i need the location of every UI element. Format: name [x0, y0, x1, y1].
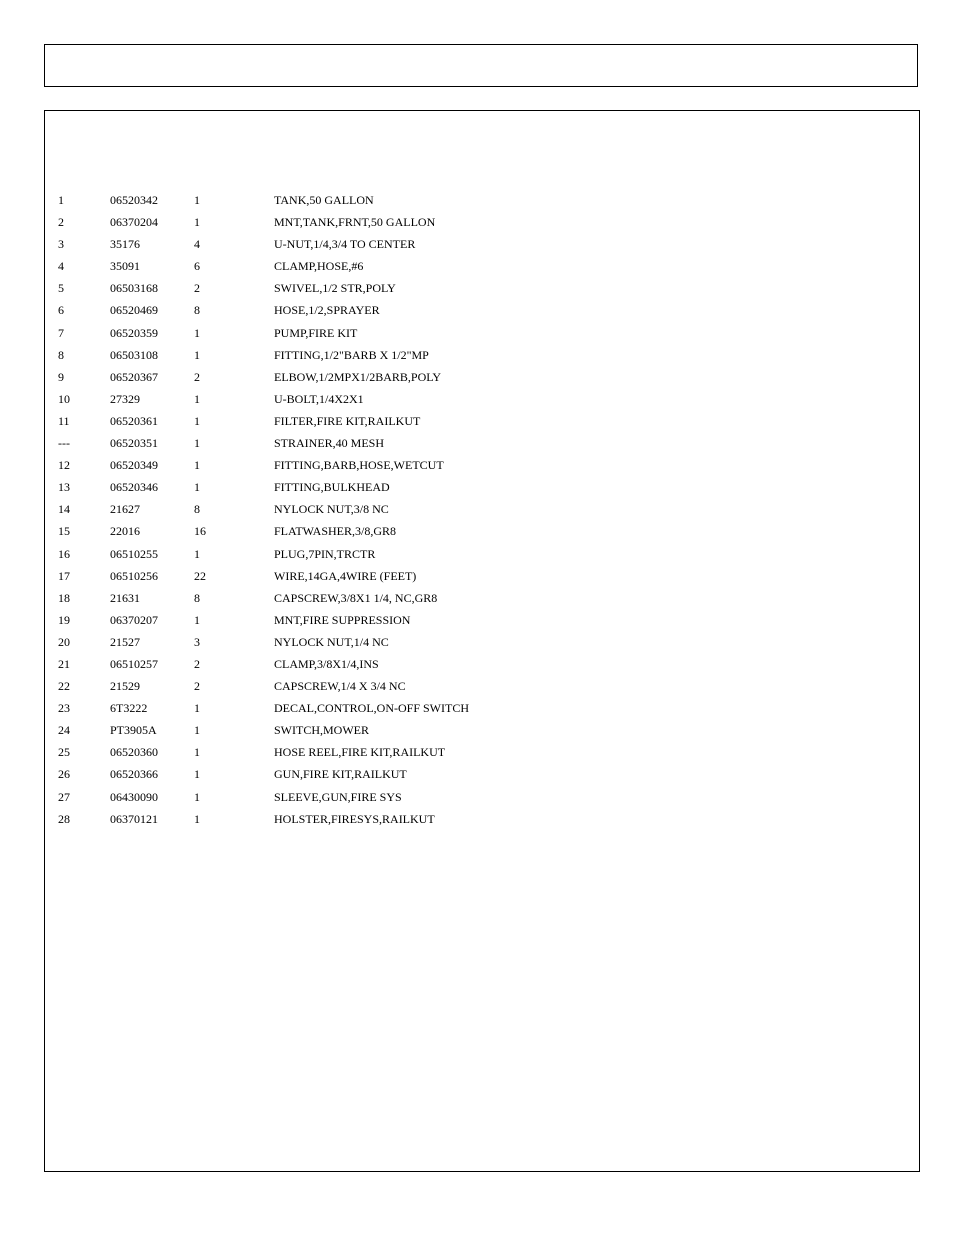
part-description: NYLOCK NUT,1/4 NC: [274, 634, 389, 649]
part-description: CLAMP,3/8X1/4,INS: [274, 656, 379, 671]
part-number: 06520367: [110, 369, 158, 384]
parts-row: [45, 498, 919, 520]
item-number: 23: [58, 701, 70, 716]
parts-row: [45, 609, 919, 631]
quantity: 1: [194, 767, 200, 782]
part-number: 35091: [110, 259, 140, 274]
item-number: 13: [58, 480, 70, 495]
parts-row: [45, 454, 919, 476]
part-description: SLEEVE,GUN,FIRE SYS: [274, 789, 402, 804]
parts-row: [45, 587, 919, 609]
part-number: 06503108: [110, 347, 158, 362]
part-number: 6T3222: [110, 701, 148, 716]
parts-row: [45, 410, 919, 432]
part-number: 06370207: [110, 612, 158, 627]
quantity: 3: [194, 634, 200, 649]
part-number: 06520351: [110, 436, 158, 451]
item-number: 15: [58, 524, 70, 539]
parts-row: [45, 675, 919, 697]
part-number: 06520361: [110, 413, 158, 428]
parts-row: [45, 786, 919, 808]
quantity: 1: [194, 436, 200, 451]
item-number: 4: [58, 259, 64, 274]
quantity: 1: [194, 193, 200, 207]
quantity: 1: [194, 546, 200, 561]
part-number: 06520359: [110, 325, 158, 340]
item-number: 6: [58, 303, 64, 318]
parts-row: [45, 565, 919, 587]
parts-row: [45, 277, 919, 299]
part-description: FILTER,FIRE KIT,RAILKUT: [274, 413, 421, 428]
item-number: 17: [58, 568, 70, 583]
part-description: PUMP,FIRE KIT: [274, 325, 358, 340]
item-number: 14: [58, 502, 70, 517]
part-description: NYLOCK NUT,3/8 NC: [274, 502, 389, 517]
part-number: 06520366: [110, 767, 158, 782]
quantity: 1: [194, 413, 200, 428]
item-number: 5: [58, 281, 64, 296]
item-number: 26: [58, 767, 70, 782]
quantity: 1: [194, 811, 200, 826]
part-number: 06430090: [110, 789, 158, 804]
part-description: CAPSCREW,3/8X1 1/4, NC,GR8: [274, 590, 438, 605]
part-description: HOSE,1/2,SPRAYER: [274, 303, 380, 318]
item-number: 7: [58, 325, 64, 340]
parts-row: [45, 189, 919, 211]
quantity: 1: [194, 347, 200, 362]
quantity: 1: [194, 789, 200, 804]
item-number: 27: [58, 789, 70, 804]
item-number: 11: [58, 413, 70, 428]
parts-row: [45, 299, 919, 321]
part-description: CAPSCREW,1/4 X 3/4 NC: [274, 679, 406, 694]
quantity: 8: [194, 502, 200, 517]
part-number: PT3905A: [110, 723, 157, 738]
parts-row: [45, 697, 919, 719]
part-number: 06510256: [110, 568, 158, 583]
part-number: 22016: [110, 524, 140, 539]
quantity: 2: [194, 656, 200, 671]
part-description: DECAL,CONTROL,ON-OFF SWITCH: [274, 701, 469, 716]
part-description: U-BOLT,1/4X2X1: [274, 391, 364, 406]
item-number: 28: [58, 811, 70, 826]
part-number: 21529: [110, 679, 140, 694]
parts-row: [45, 233, 919, 255]
parts-row: [45, 322, 919, 344]
item-number: 10: [58, 391, 70, 406]
item-number: ---: [58, 436, 70, 451]
header-box: [44, 44, 918, 87]
part-description: PLUG,7PIN,TRCTR: [274, 546, 376, 561]
quantity: 1: [194, 458, 200, 473]
parts-row: [45, 432, 919, 454]
part-description: WIRE,14GA,4WIRE (FEET): [274, 568, 417, 583]
quantity: 6: [194, 259, 200, 274]
parts-row: [45, 366, 919, 388]
quantity: 2: [194, 679, 200, 694]
quantity: 8: [194, 590, 200, 605]
part-number: 21527: [110, 634, 140, 649]
part-number: 06520349: [110, 458, 158, 473]
part-description: STRAINER,40 MESH: [274, 436, 385, 451]
parts-list: [45, 189, 919, 830]
part-number: 06503168: [110, 281, 158, 296]
part-number: 06520360: [110, 745, 158, 760]
part-description: GUN,FIRE KIT,RAILKUT: [274, 767, 407, 782]
part-number: 06520342: [110, 193, 158, 207]
parts-row: [45, 388, 919, 410]
part-description: FITTING,BARB,HOSE,WETCUT: [274, 458, 444, 473]
item-number: 9: [58, 369, 64, 384]
part-number: 06370121: [110, 811, 158, 826]
quantity: 1: [194, 723, 200, 738]
parts-row: [45, 543, 919, 565]
part-description: CLAMP,HOSE,#6: [274, 259, 364, 274]
parts-row: [45, 631, 919, 653]
item-number: 2: [58, 215, 64, 230]
part-description: FITTING,1/2"BARB X 1/2"MP: [274, 347, 429, 362]
quantity: 8: [194, 303, 200, 318]
quantity: 1: [194, 325, 200, 340]
quantity: 1: [194, 745, 200, 760]
part-description: SWITCH,MOWER: [274, 723, 369, 738]
quantity: 16: [194, 524, 206, 539]
part-description: MNT,TANK,FRNT,50 GALLON: [274, 215, 436, 230]
parts-row: [45, 255, 919, 277]
item-number: 12: [58, 458, 70, 473]
parts-row: [45, 808, 919, 830]
quantity: 1: [194, 391, 200, 406]
quantity: 22: [194, 568, 206, 583]
parts-list-panel: [44, 110, 920, 1172]
part-number: 06510257: [110, 656, 158, 671]
parts-row: [45, 520, 919, 542]
part-number: 06520346: [110, 480, 158, 495]
part-number: 35176: [110, 237, 140, 252]
part-description: FITTING,BULKHEAD: [274, 480, 390, 495]
part-description: U-NUT,1/4,3/4 TO CENTER: [274, 237, 416, 252]
quantity: 1: [194, 480, 200, 495]
part-description: SWIVEL,1/2 STR,POLY: [274, 281, 396, 296]
parts-row: [45, 763, 919, 785]
quantity: 1: [194, 215, 200, 230]
part-description: HOSE REEL,FIRE KIT,RAILKUT: [274, 745, 446, 760]
quantity: 4: [194, 237, 200, 252]
parts-row: [45, 476, 919, 498]
part-description: FLATWASHER,3/8,GR8: [274, 524, 397, 539]
part-number: 27329: [110, 391, 140, 406]
part-number: 06520469: [110, 303, 158, 318]
part-number: 06370204: [110, 215, 158, 230]
item-number: 19: [58, 612, 70, 627]
part-description: ELBOW,1/2MPX1/2BARB,POLY: [274, 369, 442, 384]
quantity: 2: [194, 369, 200, 384]
item-number: 3: [58, 237, 64, 252]
item-number: 24: [58, 723, 70, 738]
item-number: 1: [58, 193, 64, 207]
item-number: 25: [58, 745, 70, 760]
item-number: 16: [58, 546, 70, 561]
part-number: 06510255: [110, 546, 158, 561]
part-number: 21631: [110, 590, 140, 605]
quantity: 1: [194, 701, 200, 716]
parts-row: [45, 344, 919, 366]
item-number: 20: [58, 634, 70, 649]
part-description: TANK,50 GALLON: [274, 193, 374, 207]
item-number: 18: [58, 590, 70, 605]
item-number: 22: [58, 679, 70, 694]
item-number: 21: [58, 656, 70, 671]
quantity: 2: [194, 281, 200, 296]
part-number: 21627: [110, 502, 140, 517]
part-description: MNT,FIRE SUPPRESSION: [274, 612, 411, 627]
quantity: 1: [194, 612, 200, 627]
item-number: 8: [58, 347, 64, 362]
parts-row: [45, 741, 919, 763]
part-description: HOLSTER,FIRESYS,RAILKUT: [274, 811, 435, 826]
parts-row: [45, 653, 919, 675]
parts-row: [45, 211, 919, 233]
parts-row: [45, 719, 919, 741]
